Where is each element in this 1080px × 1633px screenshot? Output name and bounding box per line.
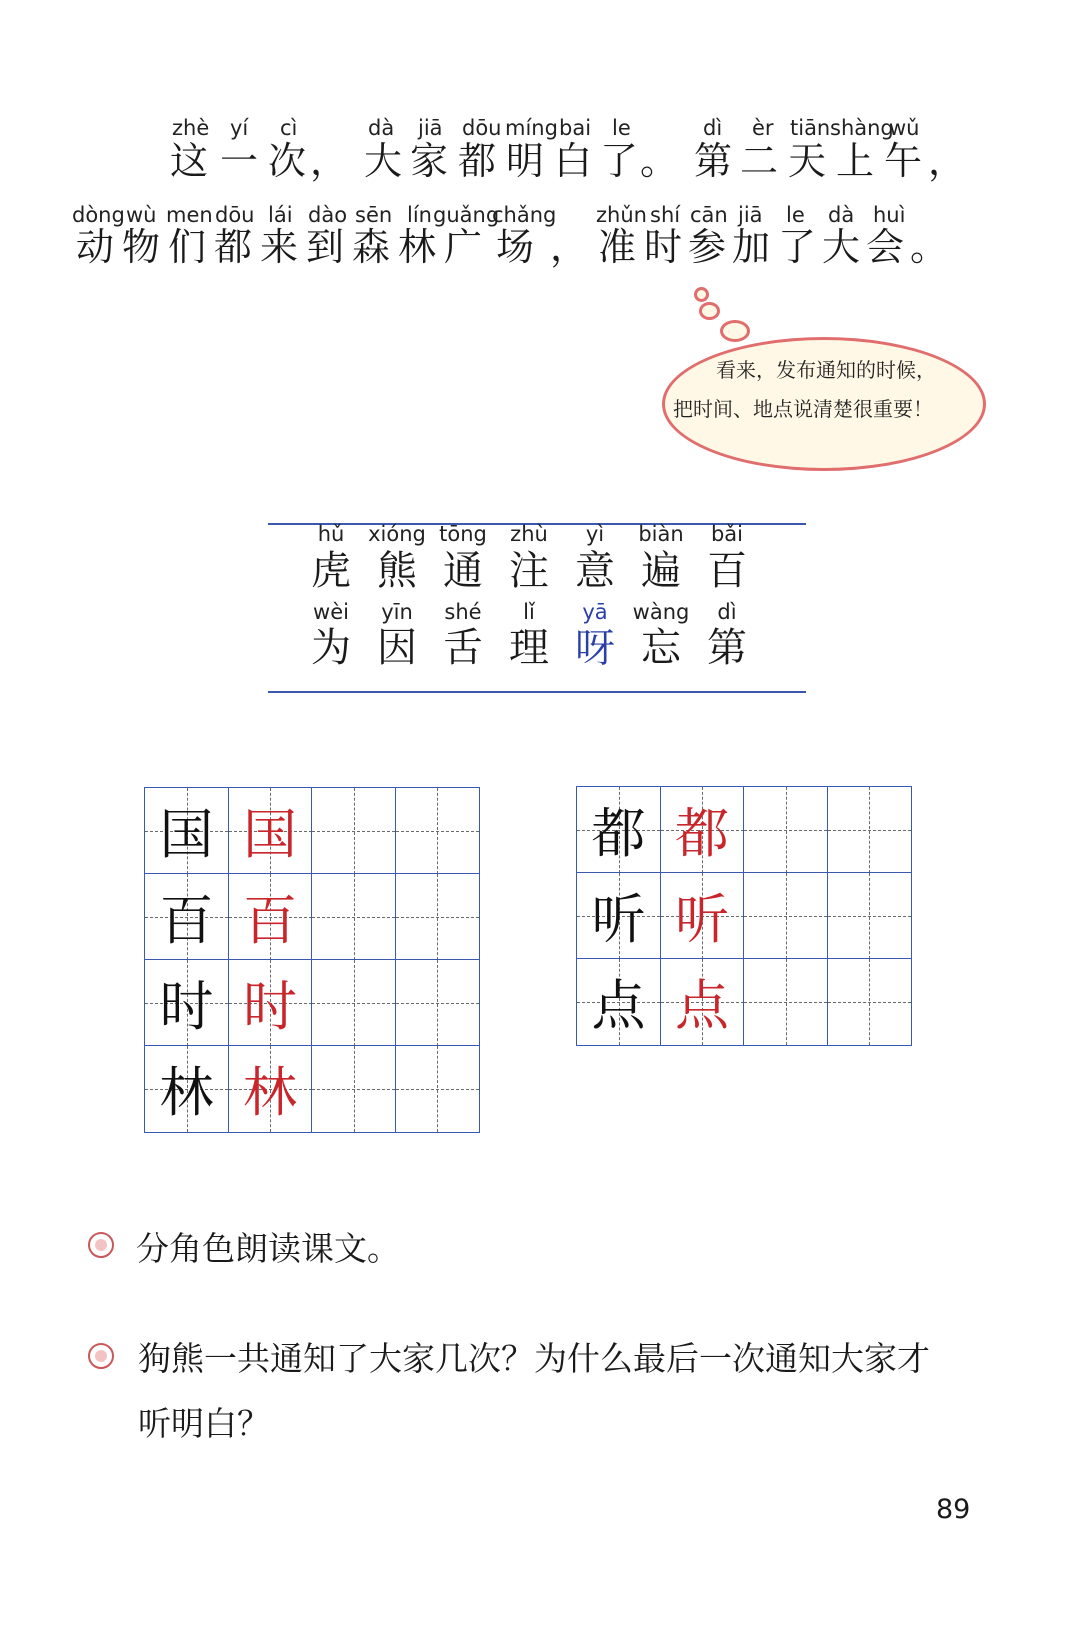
hanzi: 次 [268,139,307,183]
pinyin-highlight: yā [582,600,608,624]
hanzi: 天 [788,139,827,183]
hanzi: 一 [220,139,259,183]
model-character: 都 [591,802,646,866]
guide-line [396,1089,479,1090]
trace-character: 林 [243,1061,297,1125]
bubble-dot-large [720,320,750,342]
writing-cell [576,872,661,960]
hanzi: 了 [600,139,639,183]
guide-line [312,1089,395,1090]
pinyin: wù [126,203,157,227]
writing-cell [395,1045,480,1133]
pinyin: shé [444,600,482,624]
writing-cell [660,958,745,1046]
bubble-text-line-1: 看来，发布通知的时候， [716,358,936,382]
guide-line [396,831,479,832]
hanzi: 白 [554,139,593,183]
character: 熊 [377,548,417,594]
hanzi: 森 [352,225,391,269]
character: 第 [707,625,747,671]
hanzi: 了 [778,225,817,269]
writing-cell [228,873,313,961]
pinyin: shí [650,203,681,227]
guide-line [744,830,827,831]
pinyin: lái [268,203,293,227]
question-marker-icon [88,1232,114,1258]
writing-cell [144,873,229,961]
hanzi: 参 [688,225,727,269]
writing-cell [827,872,912,960]
pinyin: wèi [313,600,349,624]
question-marker-icon [88,1343,114,1369]
writing-cell [395,959,480,1047]
writing-cell [827,786,912,874]
page-number: 89 [936,1494,971,1525]
guide-line [828,1002,911,1003]
model-character: 林 [159,1061,214,1125]
pinyin: míng [505,116,558,140]
pinyin: dào [308,203,348,227]
model-character: 百 [159,889,214,953]
hanzi: 物 [122,225,161,269]
hanzi: 上 [836,139,875,183]
pinyin: chǎng [492,203,557,227]
character: 舌 [443,625,483,671]
trace-character: 都 [675,802,729,866]
hanzi: 们 [168,225,207,269]
pinyin: tōng [439,522,487,546]
pinyin: lǐ [523,600,535,624]
trace-character: 听 [675,888,729,952]
writing-cell [576,958,661,1046]
model-character: 时 [159,975,214,1039]
bubble-text-line-2: 把时间、地点说清楚很重要！ [673,397,933,421]
question-text-continued: 听明白？ [138,1404,270,1443]
pinyin: yīn [381,600,413,624]
guide-line [828,830,911,831]
hanzi: ， [550,225,589,269]
hanzi: 都 [214,225,253,269]
writing-cell [311,787,396,875]
hanzi: 家 [410,139,449,183]
hanzi: 大 [364,139,403,183]
hanzi: 这 [170,139,209,183]
hanzi: 加 [732,225,771,269]
writing-cell [311,959,396,1047]
pinyin: men [166,203,213,227]
pinyin: sēn [355,203,393,227]
hanzi: ， [310,139,349,183]
hanzi: 。 [910,225,949,269]
character: 虎 [311,548,351,594]
character: 注 [509,548,549,594]
character-highlight: 呀 [575,625,615,671]
pinyin: yí [230,116,249,140]
pinyin: le [786,203,805,227]
pinyin: dōu [462,116,502,140]
pinyin: bai [559,116,592,140]
pinyin: dì [717,600,737,624]
hanzi: 场 [496,225,535,269]
question-text: 狗熊一共通知了大家几次？为什么最后一次通知大家才 [138,1339,930,1378]
pinyin: le [612,116,631,140]
hanzi: 午 [884,139,923,183]
hanzi: 会 [866,225,905,269]
pinyin: zhǔn [596,203,647,227]
hanzi: 准 [598,225,637,269]
pinyin: hǔ [317,522,345,546]
character: 理 [509,625,549,671]
pinyin: zhù [510,522,548,546]
pinyin: wàng [632,600,690,624]
writing-cell [576,786,661,874]
writing-cell [228,959,313,1047]
hanzi: 到 [306,225,345,269]
trace-character: 百 [243,889,297,953]
writing-cell [144,959,229,1047]
hanzi: 二 [740,139,779,183]
pinyin: dà [368,116,395,140]
pinyin: huì [873,203,906,227]
character: 为 [311,625,351,671]
guide-line [744,916,827,917]
writing-cell [827,958,912,1046]
writing-cell [743,872,828,960]
writing-cell [144,787,229,875]
character: 遍 [641,548,681,594]
hanzi: 都 [458,139,497,183]
pinyin: jiā [738,203,763,227]
guide-line [828,916,911,917]
bubble-dot-medium [699,302,720,320]
hanzi: 来 [260,225,299,269]
pinyin: dà [828,203,855,227]
writing-grid-right [576,786,908,1044]
hanzi: ， [928,139,967,183]
hanzi: 第 [694,139,733,183]
question-text: 分角色朗读课文。 [136,1229,400,1268]
guide-line [396,917,479,918]
writing-cell [228,1045,313,1133]
pinyin: cì [280,116,298,140]
hanzi: 动 [76,225,115,269]
hanzi: 大 [822,225,861,269]
character: 意 [575,548,615,594]
character: 百 [707,548,747,594]
model-character: 点 [591,974,646,1038]
pinyin: dòng [72,203,125,227]
guide-line [744,1002,827,1003]
guide-line [312,831,395,832]
writing-cell [395,787,480,875]
pinyin: yì [585,522,605,546]
hanzi: 明 [506,139,545,183]
trace-character: 国 [243,803,297,867]
trace-character: 点 [675,974,729,1038]
pinyin: xióng [368,522,426,546]
character: 因 [377,625,417,671]
writing-cell [144,1045,229,1133]
hanzi: 时 [644,225,683,269]
writing-cell [228,787,313,875]
pinyin: tiān [790,116,831,140]
character: 忘 [641,625,681,671]
pinyin: lín [407,203,432,227]
writing-cell [395,873,480,961]
bottom-rule [268,691,806,693]
writing-cell [660,872,745,960]
writing-cell [743,786,828,874]
pinyin: dì [703,116,723,140]
model-character: 听 [591,888,646,952]
hanzi: 林 [398,225,437,269]
pinyin: jiā [418,116,443,140]
guide-line [312,1003,395,1004]
pinyin: zhè [172,116,210,140]
writing-cell [311,873,396,961]
writing-cell [311,1045,396,1133]
model-character: 国 [159,803,214,867]
guide-line [396,1003,479,1004]
writing-cell [660,786,745,874]
pinyin: cān [690,203,728,227]
pinyin: guǎng [433,203,500,227]
pinyin: dōu [215,203,255,227]
hanzi: 。 [640,139,679,183]
pinyin: biàn [638,522,684,546]
guide-line [312,917,395,918]
writing-grid-left [144,787,478,1130]
bubble-dot-small [694,287,709,302]
writing-cell [743,958,828,1046]
pinyin: bǎi [710,522,744,546]
pinyin: èr [752,116,774,140]
character: 通 [443,548,483,594]
pinyin: shàng [830,116,894,140]
trace-character: 时 [243,975,297,1039]
hanzi: 广 [444,225,483,269]
pinyin: wǔ [889,116,920,140]
